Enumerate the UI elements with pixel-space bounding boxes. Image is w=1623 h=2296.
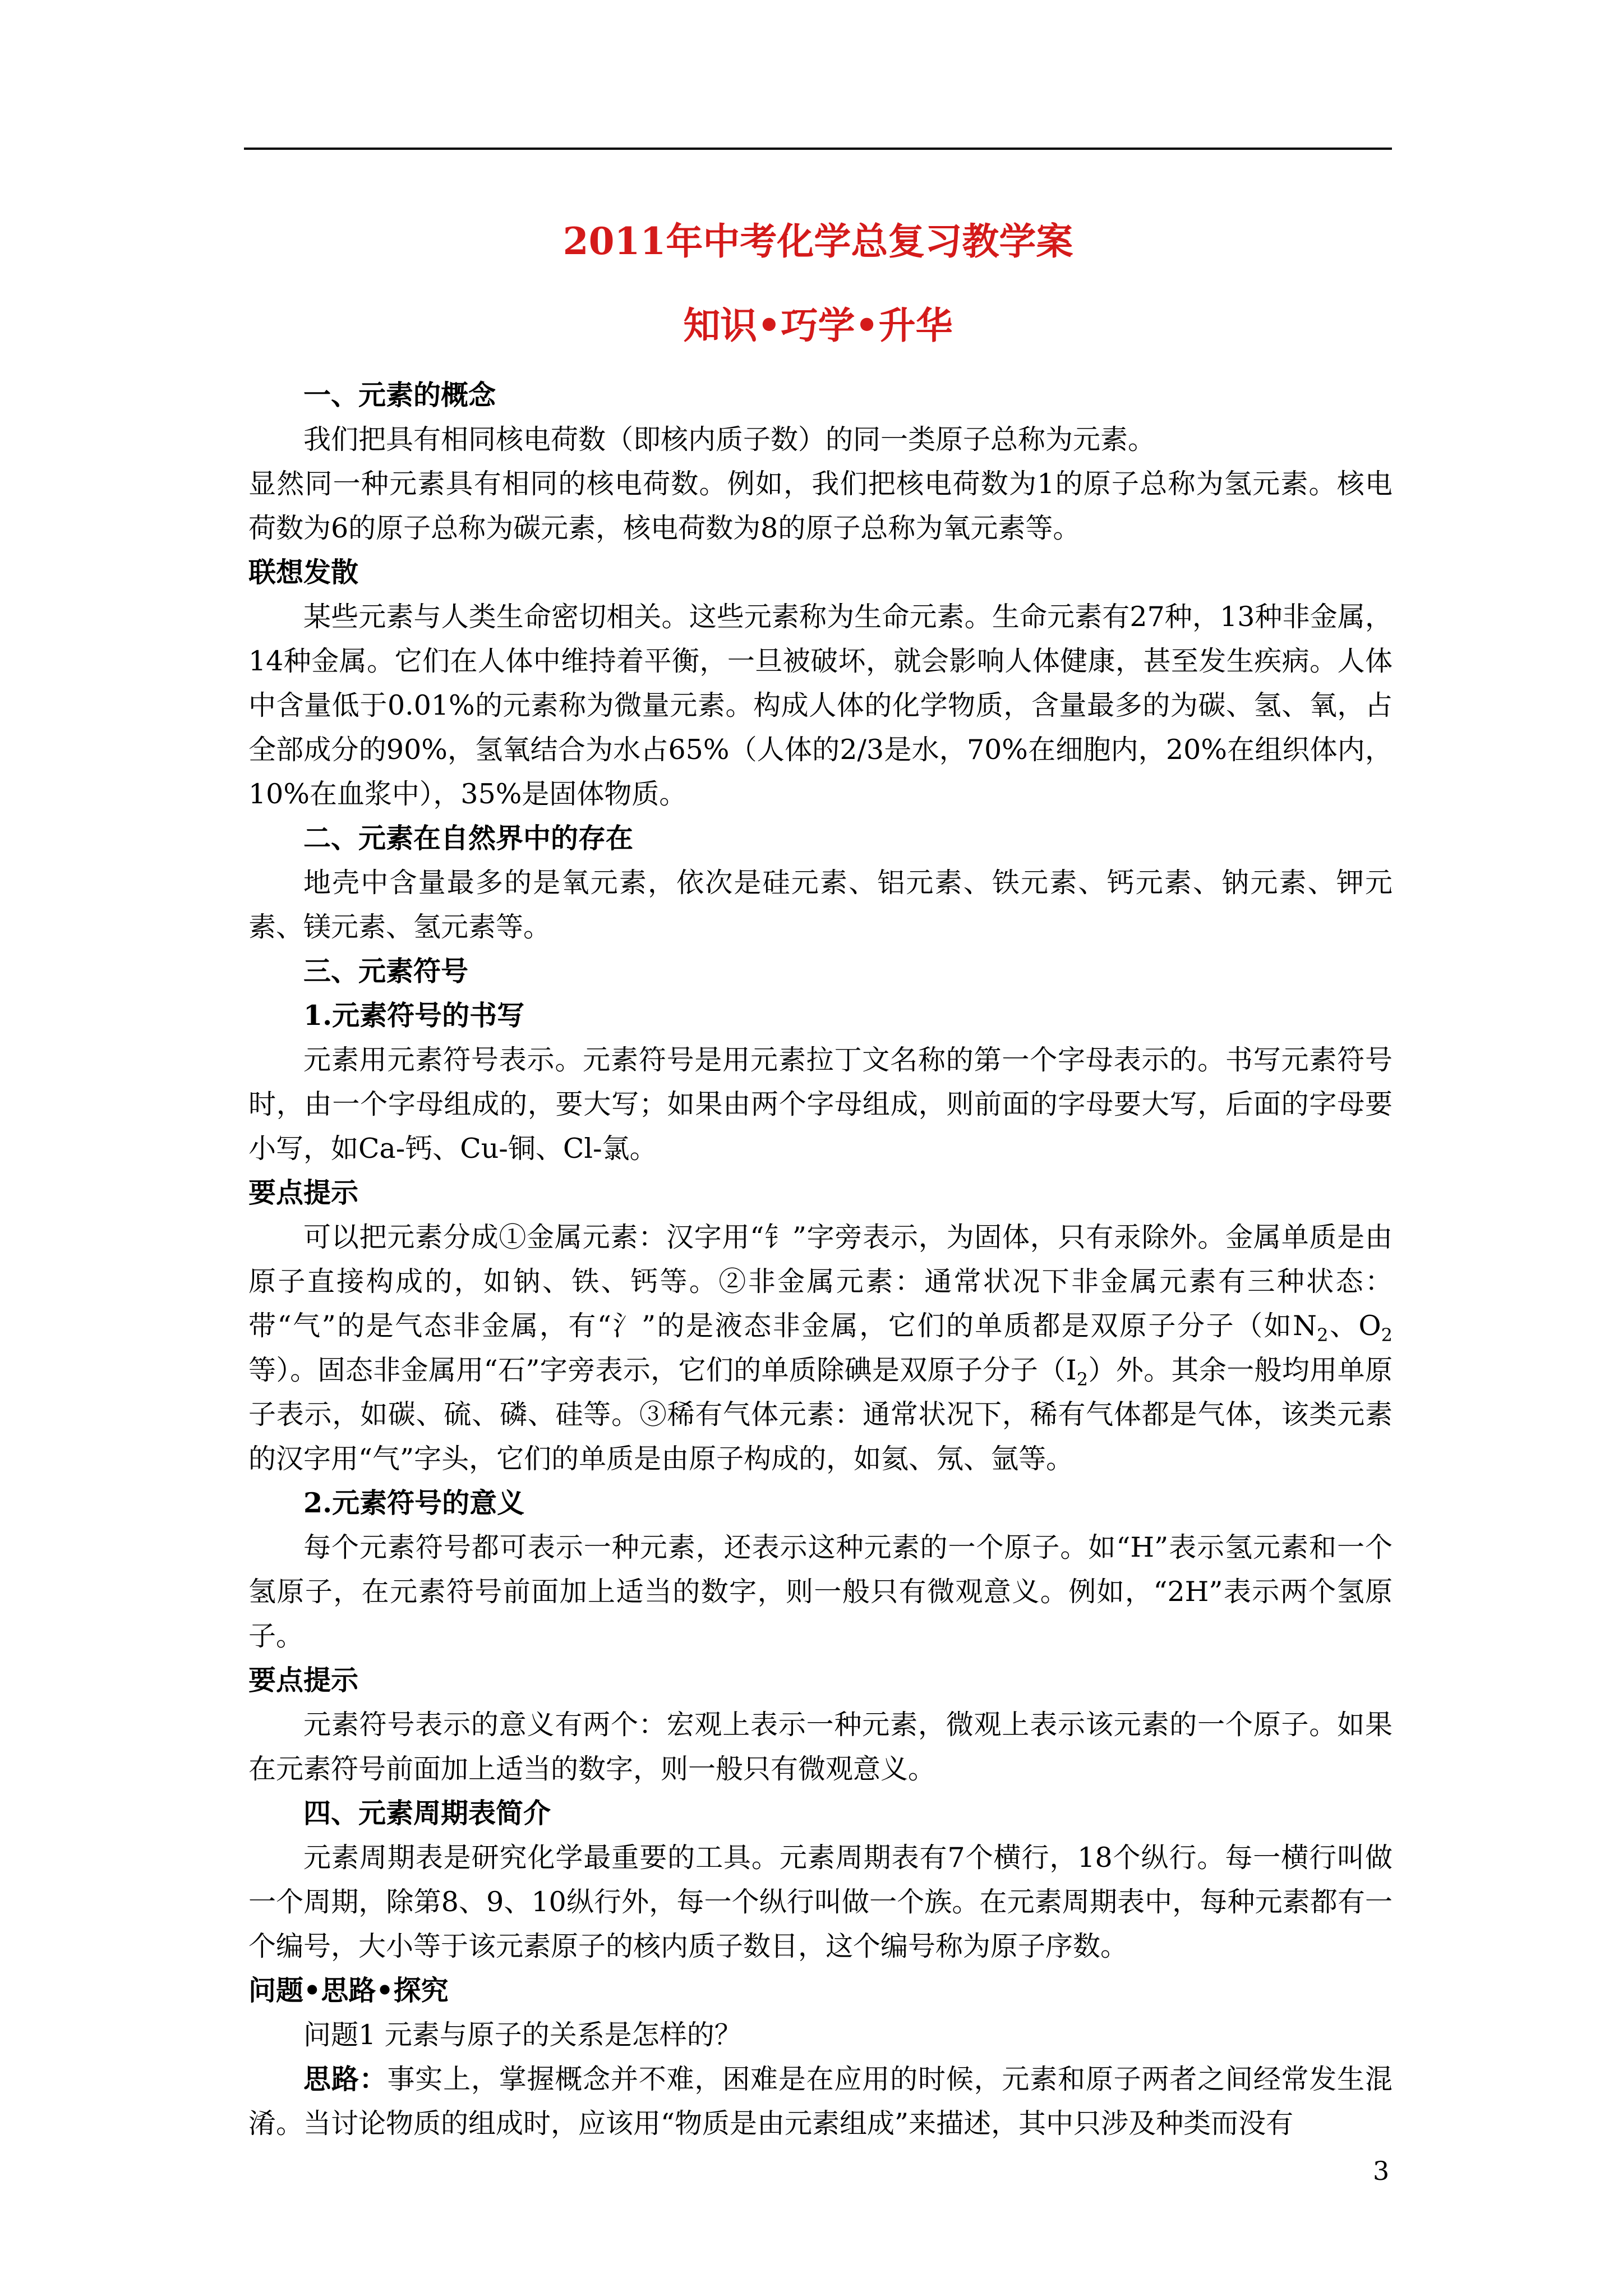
text-run: 事实上，掌握概念并不难，困难是在应用的时候，元素和原子两者之间经常发生混淆。当讨论物质的组成时，应该用“物质是由元素组成”来描述，其中只涉及种类而没有 — [248, 2063, 1393, 2139]
document-body — [248, 373, 1393, 2146]
text-run: ）外。其余一般均用单原子表示，如碳、硫、磷、硅等。③稀有气体元素：通常状况下，稀有气体都是气体，该类元素的汉字用“气”字头，它们的单质是由原子构成的，如氦、氖、氩等。 — [248, 1354, 1393, 1475]
question-text: 问题1 元素与原子的关系是怎样的？ — [303, 2019, 742, 2051]
document-title: 2011年中考化学总复习教学案 — [562, 219, 1073, 263]
section-heading-1: 一、元素的概念 — [303, 379, 496, 411]
paragraph: 我们把具有相同核电荷数（即核内质子数）的同一类原子总称为元素。 — [303, 424, 1156, 455]
subsection-heading: 1.元素符号的书写 — [303, 999, 525, 1032]
paragraph: 地壳中含量最多的是氧元素，依次是硅元素、铝元素、铁元素、钙元素、钠元素、钾元素、镁元素、氢元素等。 — [248, 867, 1393, 943]
paragraph-thinking — [248, 2057, 1393, 2146]
paragraph: 元素符号表示的意义有两个：宏观上表示一种元素，微观上表示该元素的一个原子。如果在元素符号前面加上适当的数字，则一般只有微观意义。 — [248, 1709, 1393, 1785]
paragraph: 每个元素符号都可表示一种元素，还表示这种元素的一个原子。如“H”表示氢元素和一个氢原子，在元素符号前面加上适当的数字，则一般只有微观意义。例如，“2H”表示两个氢原子。 — [248, 1531, 1393, 1652]
header-rule — [244, 148, 1392, 150]
page-number: 3 — [1373, 2156, 1390, 2186]
paragraph-element-classes — [248, 1215, 1393, 1481]
paragraph: 显然同一种元素具有相同的核电荷数。例如，我们把核电荷数为1的原子总称为氢元素。核电荷数为6的原子总称为碳元素，核电荷数为8的原子总称为氧元素等。 — [248, 468, 1393, 544]
note-heading: 要点提示 — [248, 1664, 359, 1696]
paragraph: 元素用元素符号表示。元素符号是用元素拉丁文名称的第一个字母表示的。书写元素符号时，由一个字母组成的，要大写；如果由两个字母组成，则前面的字母要大写，后面的字母要小写，如Ca-钙、Cu-铜、Cl-氯。 — [248, 1044, 1393, 1165]
section-heading-2: 二、元素在自然界中的存在 — [303, 822, 634, 854]
section-heading-4: 四、元素周期表简介 — [303, 1797, 551, 1829]
note-heading: 联想发散 — [248, 556, 359, 588]
paragraph: 某些元素与人类生命密切相关。这些元素称为生命元素。生命元素有27种，13种非金属，14种金属。它们在人体中维持着平衡，一旦被破坏，就会影响人体健康，甚至发生疾病。人体中含量低于0.01%的元素称为微量元素。构成人体的化学物质，含量最多的为碳、氢、氧，占全部成分的90%，氢氧结合为水占65%（人体的2/3是水，70%在细胞内，20%在组织体内，10%在血浆中），35%是固体物质。 — [248, 601, 1393, 810]
subscript: 2 — [1381, 1324, 1393, 1346]
note-heading: 要点提示 — [248, 1176, 359, 1209]
text-run: 可以把元素分成①金属元素：汉字用“钅”字旁表示，为固体，只有汞除外。金属单质是由原子直接构成的，如钠、铁、钙等。②非金属元素：通常状况下非金属元素有三种状态：带“气”的是气态非金属，有“氵”的是液态非金属，它们的单质都是双原子分子（如N — [248, 1221, 1393, 1342]
subsection-heading: 2.元素符号的意义 — [303, 1487, 525, 1519]
text-run: 等）。固态非金属用“石”字旁表示，它们的单质除碘是双原子分子（I — [248, 1354, 1077, 1386]
subscript: 2 — [1076, 1368, 1089, 1390]
note-heading: 问题•思路•探究 — [248, 1974, 449, 2007]
thinking-label: 思路： — [303, 2063, 388, 2095]
subscript: 2 — [1317, 1324, 1329, 1346]
text-run: 、O — [1328, 1310, 1381, 1342]
document-subtitle: 知识•巧学•升华 — [683, 303, 953, 347]
section-heading-3: 三、元素符号 — [303, 955, 469, 987]
paragraph: 元素周期表是研究化学最重要的工具。元素周期表有7个横行，18个纵行。每一横行叫做一个周期，除第8、9、10纵行外，每一个纵行叫做一个族。在元素周期表中，每种元素都有一个编号，大小等于该元素原子的核内质子数目，这个编号称为原子序数。 — [248, 1842, 1393, 1962]
